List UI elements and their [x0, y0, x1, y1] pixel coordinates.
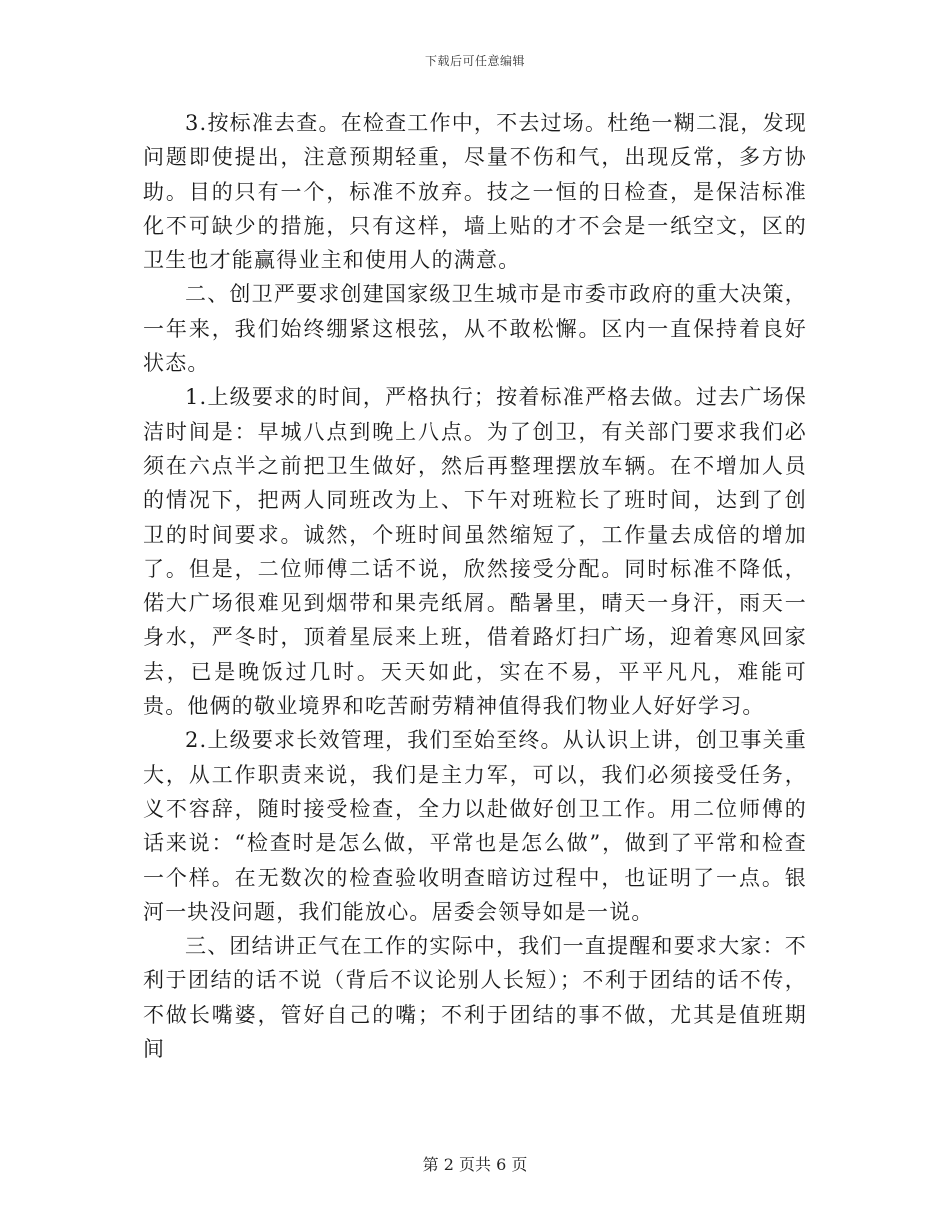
paragraph-section-three-unity: 三、团结讲正气在工作的实际中，我们一直提醒和要求大家：不利于团结的话不说（背后不议论别人长短）；不利于团结的话不传，不做长嘴婆，管好自己的嘴；不利于团结的事不做，尤其是值班期间	[143, 934, 807, 1062]
paragraph-section-two-heading: 二、创卫严要求创建国家级卫生城市是市委市政府的重大决策，一年来，我们始终绷紧这根弦，从不敢松懈。区内一直保持着良好状态。	[143, 282, 807, 376]
paragraph-schedule-requirements: 1.上级要求的时间，严格执行；按着标准严格去做。过去广场保洁时间是：早城八点到晚上八点。为了创卫，有关部门要求我们必须在六点半之前把卫生做好，然后再整理摆放车辆。在不增加人员的情况下，把两人同班改为上、下午对班粒长了班时间，达到了创卫的时间要求。诚然，个班时间虽然缩短了，工作量去成倍的增加了。但是，二位师傅二话不说，欣然接受分配。同时标准不降低，偌大广场很难见到烟带和果壳纸屑。酷暑里，晴天一身汗，雨天一身水，严冬时，顶着星辰来上班，借着路灯扫广场，迎着寒风回家去，已是晚饭过几时。天天如此，实在不易，平平凡凡，难能可贵。他俩的敬业境界和吃苦耐劳精神值得我们物业人好好学习。	[143, 385, 807, 719]
page-header: 下载后可任意编辑	[424, 54, 525, 68]
paragraph-check-by-standard: 3.按标准去查。在检查工作中，不去过场。杜绝一糊二混，发现问题即使提出，注意预期轻重，尽量不伤和气，出现反常，多方协助。目的只有一个，标准不放弃。技之一恒的日检查，是保洁标准化不可缺少的措施，只有这样，墙上贴的才不会是一纸空文，区的卫生也才能赢得业主和使用人的满意。	[143, 111, 807, 273]
document-body	[143, 106, 807, 1066]
page-footer: 第 2 页共 6 页	[422, 1155, 528, 1174]
paragraph-long-term-management: 2.上级要求长效管理，我们至始至终。从认识上讲，创卫事关重大，从工作职责来说，我们是主力军，可以，我们必须接受任务，义不容辞，随时接受检查，全力以赴做好创卫工作。用二位师傅的话来说：“检查时是怎么做，平常也是怎么做”，做到了平常和检查一个样。在无数次的检查验收明查暗访过程中，也证明了一点。银河一块没问题，我们能放心。居委会领导如是一说。	[143, 728, 807, 924]
